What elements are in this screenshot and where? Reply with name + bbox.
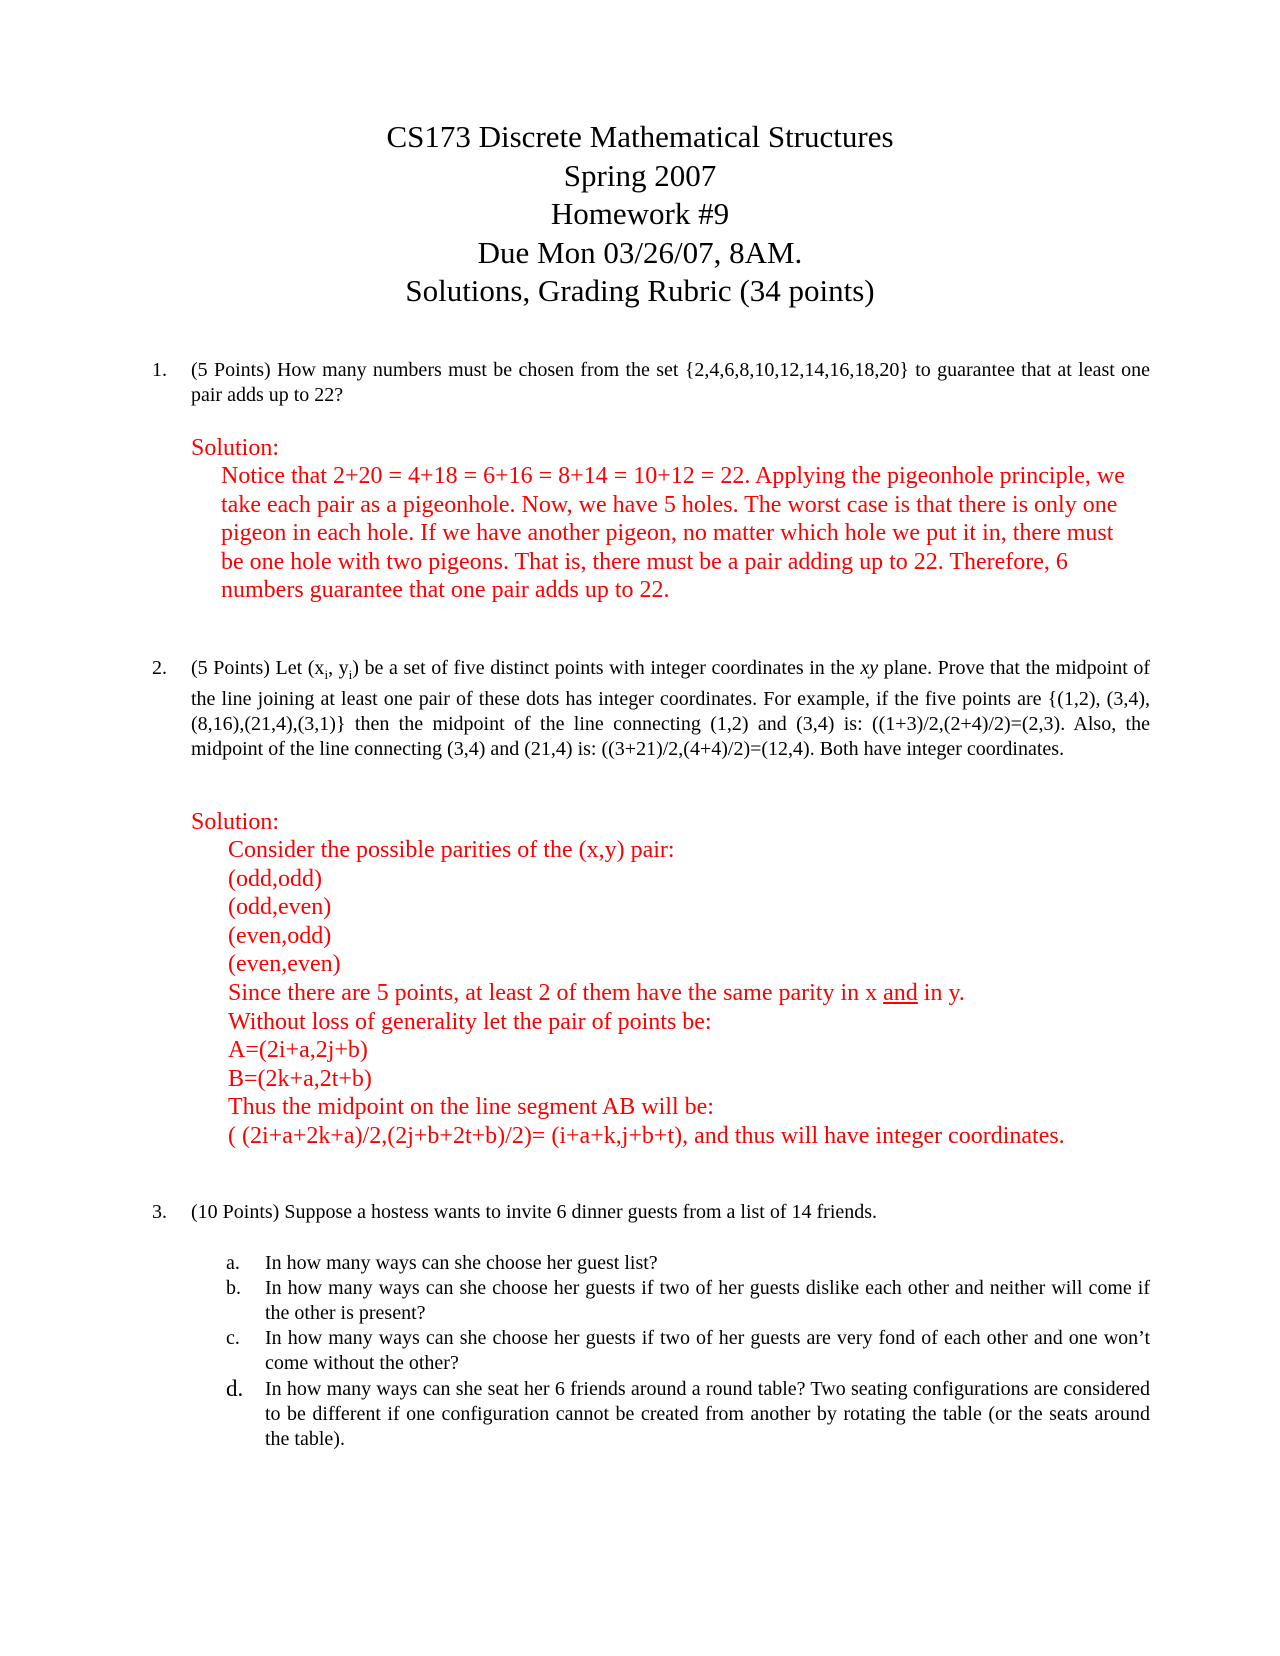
due-date: Due Mon 03/26/07, 8AM. [477, 234, 803, 270]
homework-number: Homework #9 [550, 196, 730, 231]
solution-line: A=(2i+a,2j+b) [228, 1037, 368, 1064]
problem-2 [152, 656, 1150, 762]
subquestion-text: In how many ways can she seat her 6 friends around a round table? Two seating configurations are considered to be different if one configuration cannot be created from another by rotating the table (or the seats around the table). [265, 1378, 1150, 1450]
solution-line: pigeon in each hole. If we have another pigeon, no matter which hole we put it in, there must [221, 520, 1114, 547]
problem-number: 3. [152, 1201, 167, 1223]
solution-line: (even,odd) [228, 922, 332, 949]
subquestion-b [226, 1276, 1150, 1326]
document-header [0, 118, 1280, 311]
solutions-subtitle: Solutions, Grading Rubric (34 points) [405, 273, 875, 308]
subquestion-text: In how many ways can she choose her guest list? [265, 1252, 658, 1274]
subquestion-a [226, 1251, 1150, 1276]
solution-line: numbers guarantee that one pair adds up to 22. [221, 577, 670, 604]
solution-line: Without loss of generality let the pair of points be: [228, 1008, 712, 1035]
problem-text: (5 Points) How many numbers must be chosen from the set {2,4,6,8,10,12,14,16,18,20} to guarantee that at least one pair adds up to 22? [191, 359, 1150, 406]
solution-line: (odd,even) [228, 894, 332, 921]
subquestion-d [226, 1377, 1150, 1452]
solution-line: be one hole with two pigeons. That is, there must be a pair adding up to 22. Therefore, 6 [221, 548, 1068, 575]
subquestion-text: In how many ways can she choose her guests if two of her guests dislike each other and neither will come if the other is present? [265, 1277, 1150, 1324]
solution-line: (odd,odd) [228, 865, 322, 892]
solution-label: Solution: [191, 435, 280, 461]
subquestion-letter: d. [226, 1376, 244, 1401]
parity-line: Since there are 5 points, at least 2 of them have the same parity in x and in y. [228, 979, 965, 1006]
subquestion-letter: b. [226, 1277, 241, 1299]
subquestion-letter: a. [226, 1252, 240, 1274]
solution-1-body [221, 462, 1125, 605]
solution-line: (even,even) [228, 951, 341, 978]
problem-3 [152, 1200, 1150, 1225]
course-title: CS173 Discrete Mathematical Structures [386, 119, 894, 154]
solution-line: Consider the possible parities of the (x,y) pair: [228, 837, 675, 863]
problem-text: (10 Points) Suppose a hostess wants to invite 6 dinner guests from a list of 14 friends. [191, 1201, 878, 1223]
solution-label: Solution: [191, 809, 280, 835]
solution-line: take each pair as a pigeonhole. Now, we have 5 holes. The worst case is that there is only one [221, 491, 1118, 518]
subquestion-list [226, 1251, 1150, 1452]
solution-line: Thus the midpoint on the line segment AB will be: [228, 1094, 714, 1121]
solution-line: Notice that 2+20 = 4+18 = 6+16 = 8+14 = 10+12 = 22. Applying the pigeonhole principle, we [221, 463, 1125, 489]
subquestion-letter: c. [226, 1327, 240, 1349]
solution-2-body [228, 836, 1065, 1151]
subquestion-text: In how many ways can she choose her guests if two of her guests are very fond of each other and one won’t come without the other? [265, 1327, 1150, 1374]
problem-number: 2. [152, 657, 167, 679]
problem-1 [152, 358, 1150, 408]
term: Spring 2007 [563, 157, 717, 193]
solution-line: B=(2k+a,2t+b) [228, 1065, 372, 1092]
subquestion-c [226, 1326, 1150, 1376]
problem-number: 1. [152, 359, 167, 381]
solution-line: ( (2i+a+2k+a)/2,(2j+b+2t+b)/2)= (i+a+k,j+b+t), and thus will have integer coordinates. [228, 1122, 1065, 1149]
problem-text: (5 Points) Let ($x_i$, $y_i$) be a set of five distinct points with integer coordinates in the xy plane. Prove that the midpoint of the line joining at least one pair of these dots has integer coordinates. For example, if the five points are {(1,2), (3,4),(8,16),(21,4),(3,1)} then the midpoint of the line connecting (1,2) and (3,4) is: ((1+3)/2,(2+4)/2)=(2,3). Also, the midpoint of the line connecting (3,4) and (21,4) is: ((3+21)/2,(4+4)/2)=(12,4). Both have integer coordinates. [191, 657, 1151, 760]
